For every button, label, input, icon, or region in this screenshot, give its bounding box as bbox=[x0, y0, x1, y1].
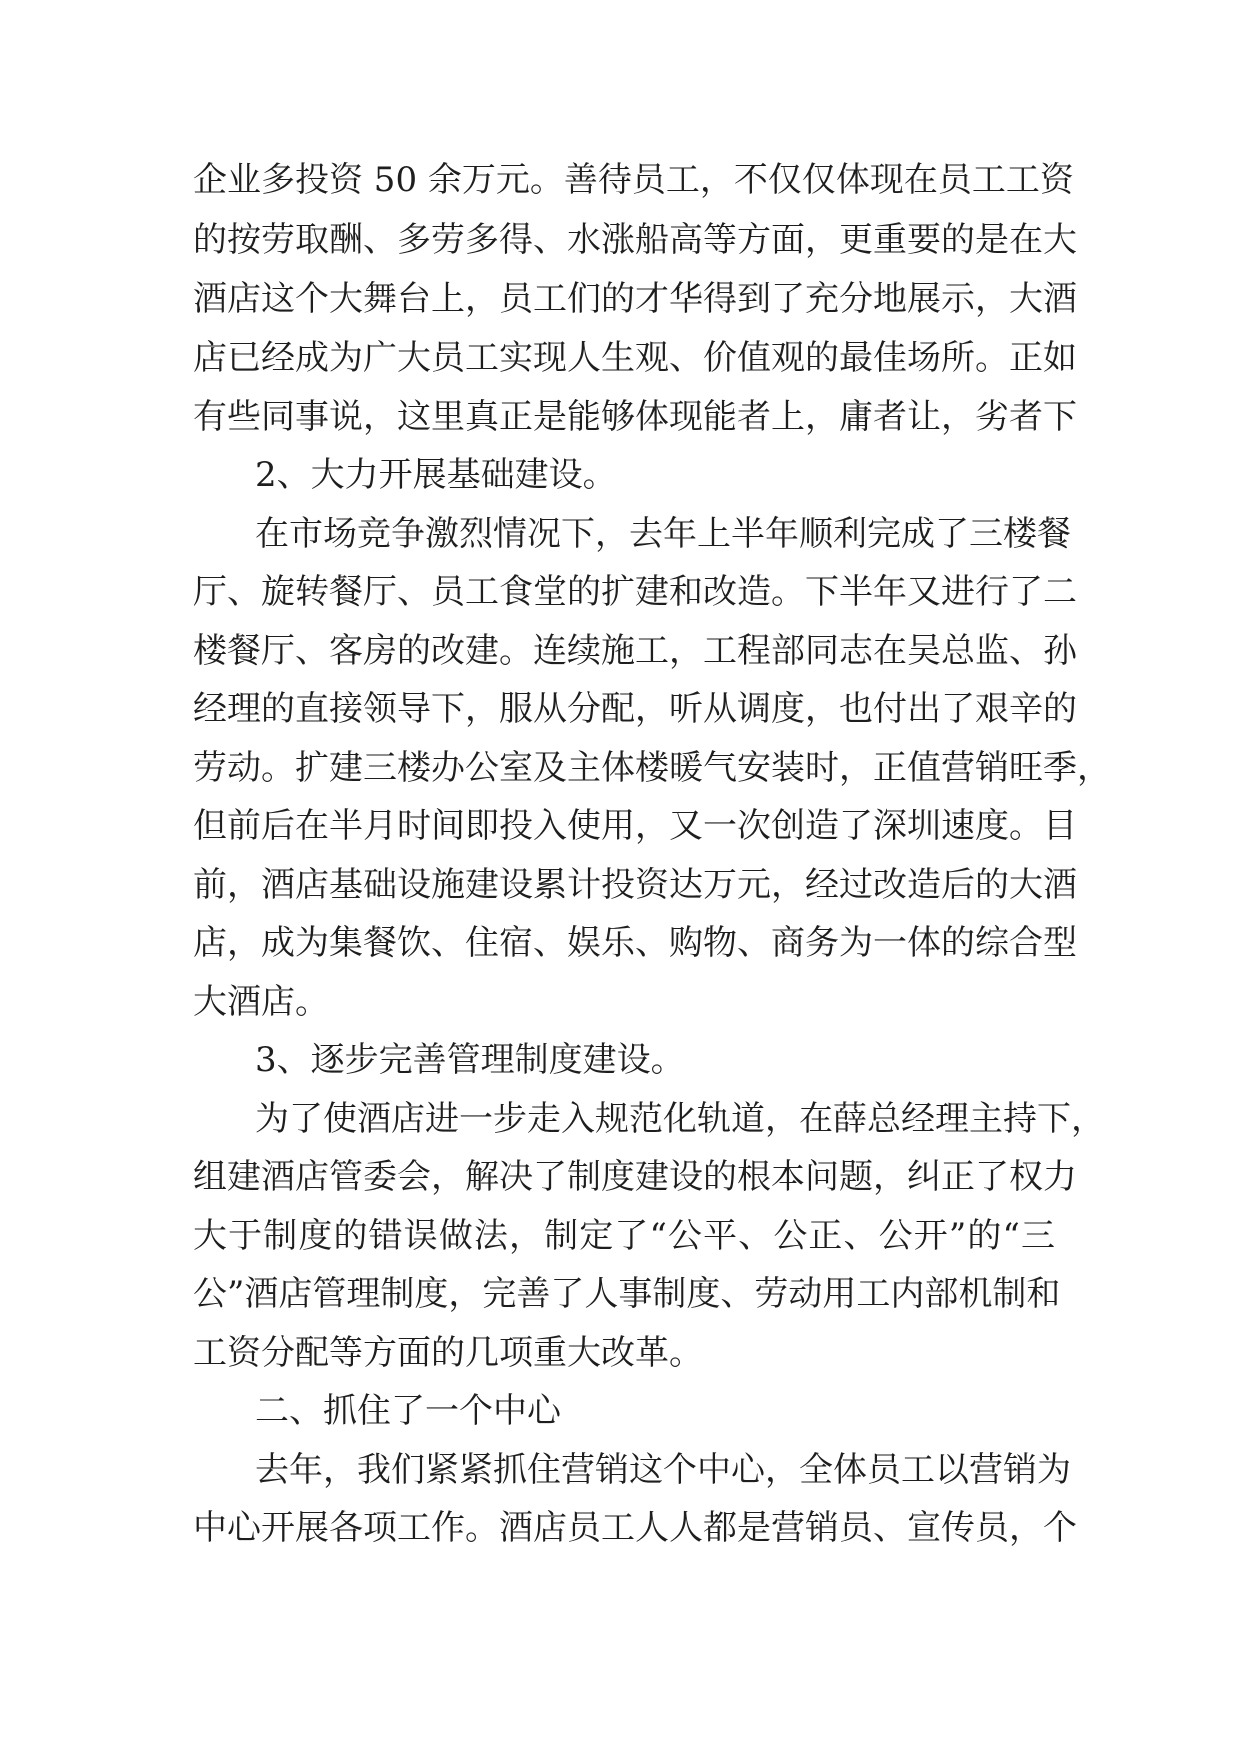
text-line: 去年，我们紧紧抓住营销这个中心，全体员工以营销为 bbox=[255, 1450, 1071, 1490]
text-line: 但前后在半月时间即投入使用，又一次创造了深圳速度。目 bbox=[193, 806, 1077, 846]
text-line: 店，成为集餐饮、住宿、娱乐、购物、商务为一体的综合型 bbox=[193, 923, 1077, 963]
text-line: 经理的直接领导下，服从分配，听从调度，也付出了艰辛的 bbox=[193, 689, 1077, 729]
text-line: 厅、旋转餐厅、员工食堂的扩建和改造。下半年又进行了二 bbox=[193, 572, 1077, 612]
text-line: 有些同事说，这里真正是能够体现能者上，庸者让，劣者下 bbox=[193, 397, 1077, 437]
text-line: 酒店这个大舞台上，员工们的才华得到了充分地展示，大酒 bbox=[193, 279, 1077, 319]
text-line: 楼餐厅、客房的改建。连续施工，工程部同志在吴总监、孙 bbox=[193, 631, 1077, 671]
text-line: 前，酒店基础设施建设累计投资达万元，经过改造后的大酒 bbox=[193, 865, 1077, 905]
text-line: 企业多投资 50 余万元。善待员工，不仅仅体现在员工工资 bbox=[193, 160, 1074, 200]
section-heading: 2、大力开展基础建设。 bbox=[255, 455, 617, 495]
text-line: 劳动。扩建三楼办公室及主体楼暖气安装时，正值营销旺季， bbox=[193, 748, 1111, 788]
text-line: 大酒店。 bbox=[193, 982, 329, 1022]
section-heading: 3、逐步完善管理制度建设。 bbox=[255, 1040, 685, 1080]
text-line: 的按劳取酬、多劳多得、水涨船高等方面，更重要的是在大 bbox=[193, 220, 1077, 260]
text-line: 组建酒店管委会，解决了制度建设的根本问题，纠正了权力 bbox=[193, 1157, 1077, 1197]
text-line: 公”酒店管理制度，完善了人事制度、劳动用工内部机制和 bbox=[193, 1274, 1061, 1314]
text-line: 工资分配等方面的几项重大改革。 bbox=[193, 1333, 703, 1373]
text-line: 大于制度的错误做法，制定了“公平、公正、公开”的“三 bbox=[193, 1216, 1055, 1256]
text-line: 店已经成为广大员工实现人生观、价值观的最佳场所。正如 bbox=[193, 338, 1077, 378]
text-line: 中心开展各项工作。酒店员工人人都是营销员、宣传员，个 bbox=[193, 1508, 1077, 1548]
section-heading: 二、抓住了一个中心 bbox=[255, 1391, 561, 1431]
text-line: 为了使酒店进一步走入规范化轨道，在薛总经理主持下， bbox=[255, 1099, 1105, 1139]
text-line: 在市场竞争激烈情况下，去年上半年顺利完成了三楼餐 bbox=[255, 514, 1071, 554]
